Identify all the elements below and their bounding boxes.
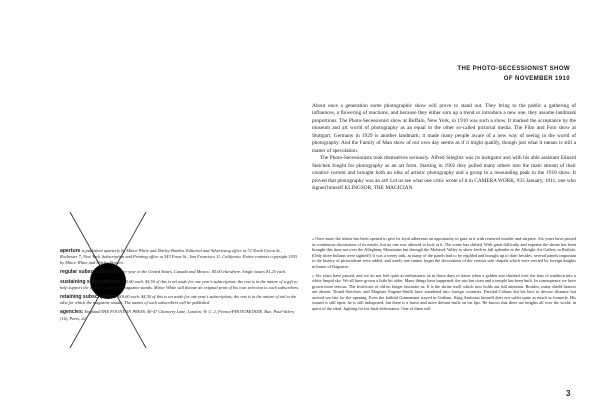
- agencies-label: agencies:: [60, 309, 84, 316]
- agencies: [60, 309, 300, 321]
- aperture-text: is published quarterly by Minor White and Shirley Burden. Editorial and Advertising office at 72 North Union St., Rochester 7, New York. Subscription and Printing office at 343 Front St., San Francisco 11. California. Entire contents copyright 1955 by Minor White and Shirley Burden.: [60, 248, 298, 265]
- masthead-info: [60, 248, 300, 325]
- article-title-line-2: OF NOVEMBER 1910: [503, 74, 570, 82]
- regular-subscription-text: $4.50 per year in the United States, Canada and Mexico. $5.00 elsewhere. Single issues $1.25 each.: [110, 268, 287, 274]
- sustaining-subscriptions-text: $25.00 each. $4.50 of this is set aside for one year's subscription; the rest is in the nature of a gift to help support the idea for which the magazine stands. Minor White will donate an original print of his own selection to such subscribers.: [60, 278, 300, 291]
- regular-subscription: [60, 269, 300, 275]
- quote-paragraph-1: » Once more the shrine has been opened to give its loyal adherents an opportunity to gaze at it with renewed wonder and surprise. Six years have passed in continuous discussions of its merits, but no one was allowed to look at it. The scene has shifted. With great difficulty and expense the shrine has been brought this time not over the Allegheny Mountains but through the Mohawk Valley to show forth in full splendor at the Albright Art Gallery in Buffalo. (Only three Indians were sighted!) It was a weary task, as many of the panels had to be regilded and brought up to date; besides, several panels important to the history of pictorialism were added, and surely one cannot forget the decorations of the various side chapels which were erected by foreign knights in honor of Daguerre.: [312, 236, 576, 269]
- aperture-name: aperture: [60, 248, 81, 254]
- quote-paragraph-2: » Six years have passed, and we do not feel quite as enthusiastic as in those days of dawn when a golden sun climbed over the bars of tradition into a white limpid sky. We all have grown a little bit older. Many things have happened; the sun has risen and a temple has been built. In consequence we have grown more serious. The festivities of old no longer fascinate us. It is the shrine itself which now holds our full attention. Besides, many shield bearers are absent. Titurel-Steichen, and Magister Eugene-Smith have wandered into foreign countries. Parsifal-Coburn did his best to devour distance but arrived too late for the opening. Even the faithful Gurnemanz stayed in Gotham. King Amfortas himself does not suffer quite as much as formerly. His wound is still open, he is still indisposed, but there is a brave and more defiant smile on his lips. He knows that there are knights all over the world, in quest of the ideal, fighting for his final deliverance. One of them will: [312, 272, 576, 311]
- retaining-subscriptions: [60, 294, 300, 306]
- article-title: [410, 64, 570, 83]
- article-body: [312, 103, 576, 192]
- quoted-review: [312, 236, 576, 315]
- article-title-line-1: THE PHOTO-SECESSIONIST SHOW: [457, 65, 570, 72]
- aperture-paragraph: [60, 248, 300, 265]
- retaining-subscriptions-text: $10.00 each. $4.50 of this is set aside for one year's subscription; the rest is in the nature of aid to the idea for which the magazine stands. The names of such subscribers will be published.: [60, 293, 297, 306]
- agencies-text: England/THE FOUNTAIN PRESS, 46-47 Chancery Lane, London, W. C. 2, France/PHOTOMONDE, Rue, Paul-Valery (16), Paris, 22.: [60, 309, 295, 321]
- page-number: 3: [566, 389, 571, 398]
- sustaining-subscriptions: [60, 279, 300, 291]
- retaining-subscriptions-label: retaining subscriptions: [60, 293, 117, 300]
- regular-subscription-label: regular subscription: [60, 268, 110, 275]
- sustaining-subscriptions-label: sustaining subscriptions: [60, 278, 121, 285]
- body-paragraph-2: The Photo-Secessionists took themselves seriously. Alfred Stieglitz was its instigator and with his able assistant Eduard Steichen fought for photography as an art form. Starting in 1902 they pulled many others into the main stream of their creative current and brought both an idea of artistic photography and a group to a resounding peak in the 1910 show. It proved that photography was an art! Let us see what one critic wrote of it in CAMERA WORK, #33 January, 1911, one who signed himself KLINGSOR, THE MAGICIAN.: [312, 155, 576, 191]
- body-paragraph-1: About once a generation some photographic show will prove to stand out. They bring to the public a gathering of influences, a flowering of reactions, and because they either sum up a trend or introduce a new one, they assume landmark proportions. The Photo-Secessionist show at Buffalo, New York, in 1910 was such a show. It marked the acceptance by the museum and art world of photography as an equal to the other so-called pictorial media. The Film and Foto show at Stuttgart, Germany in 1929 is another landmark; it made many people aware of a new way of seeing in the world of photography. And the Family of Man show of our own day seems as if it might qualify, though just what it means is still a matter of speculation.: [312, 103, 576, 154]
